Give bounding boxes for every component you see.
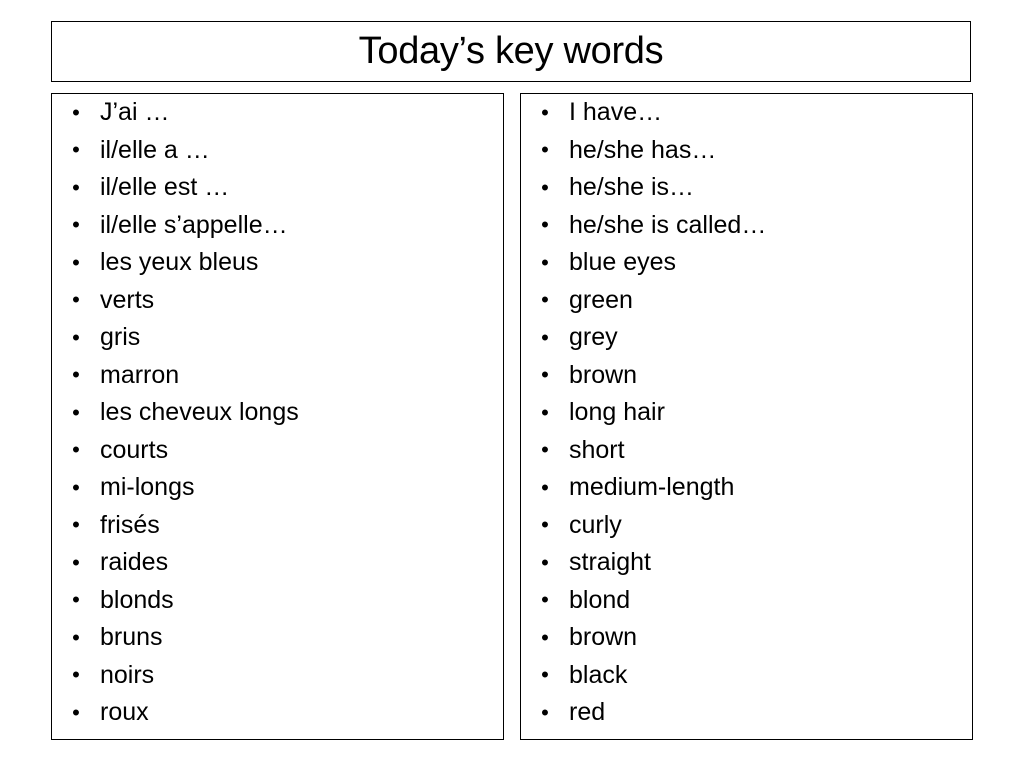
word-text: grey	[569, 323, 618, 352]
bullet-icon: •	[541, 287, 549, 313]
bullet-icon: •	[72, 287, 80, 313]
word-text: brown	[569, 360, 638, 389]
title-box	[51, 21, 971, 82]
list-item	[52, 694, 503, 732]
bullet-icon: •	[541, 662, 549, 688]
bullet-icon: •	[541, 437, 549, 463]
list-item	[52, 582, 503, 620]
bullet-icon: •	[541, 549, 549, 575]
bullet-icon: •	[72, 399, 80, 425]
word-text: green	[569, 285, 633, 314]
word-text: blond	[569, 585, 631, 614]
list-item	[521, 582, 972, 620]
word-text: mi-longs	[100, 473, 195, 502]
word-text: brown	[569, 623, 638, 652]
bullet-icon: •	[72, 324, 80, 350]
word-text: frisés	[100, 510, 160, 539]
word-text: les yeux bleus	[100, 248, 259, 277]
list-item	[52, 94, 503, 132]
bullet-icon: •	[72, 249, 80, 275]
bullet-icon: •	[72, 624, 80, 650]
bullet-icon: •	[72, 474, 80, 500]
word-text: black	[569, 660, 628, 689]
bullet-icon: •	[541, 99, 549, 125]
bullet-icon: •	[541, 512, 549, 538]
bullet-icon: •	[72, 174, 80, 200]
bullet-icon: •	[541, 624, 549, 650]
list-item	[52, 357, 503, 395]
list-item	[52, 319, 503, 357]
list-item	[52, 169, 503, 207]
bullet-icon: •	[541, 399, 549, 425]
list-item	[52, 207, 503, 245]
bullet-icon: •	[72, 137, 80, 163]
word-text: verts	[100, 285, 155, 314]
word-text: short	[569, 435, 625, 464]
list-item	[521, 657, 972, 695]
bullet-icon: •	[541, 362, 549, 388]
bullet-icon: •	[541, 587, 549, 613]
word-text: blonds	[100, 585, 174, 614]
bullet-icon: •	[541, 174, 549, 200]
word-text: medium-length	[569, 473, 735, 502]
bullet-icon: •	[72, 212, 80, 238]
list-item	[521, 282, 972, 320]
word-text: marron	[100, 360, 180, 389]
word-text: he/she is called…	[569, 210, 767, 239]
list-item	[521, 132, 972, 170]
list-item	[52, 619, 503, 657]
bullet-icon: •	[72, 549, 80, 575]
word-text: bruns	[100, 623, 163, 652]
french-words-box	[51, 93, 504, 740]
bullet-icon: •	[72, 99, 80, 125]
bullet-icon: •	[72, 587, 80, 613]
list-item	[521, 432, 972, 470]
word-text: les cheveux longs	[100, 398, 299, 427]
list-item	[521, 544, 972, 582]
list-item	[52, 432, 503, 470]
list-item	[521, 469, 972, 507]
bullet-icon: •	[72, 362, 80, 388]
list-item	[521, 244, 972, 282]
word-text: J’ai …	[100, 98, 170, 127]
word-text: roux	[100, 698, 149, 727]
list-item	[521, 694, 972, 732]
list-item	[52, 244, 503, 282]
list-item	[521, 94, 972, 132]
bullet-icon: •	[541, 474, 549, 500]
bullet-icon: •	[72, 662, 80, 688]
word-text: gris	[100, 323, 141, 352]
word-text: long hair	[569, 398, 665, 427]
bullet-icon: •	[541, 699, 549, 725]
list-item	[52, 132, 503, 170]
list-item	[52, 657, 503, 695]
list-item	[521, 394, 972, 432]
word-text: curly	[569, 510, 622, 539]
word-text: il/elle est …	[100, 173, 230, 202]
bullet-icon: •	[72, 437, 80, 463]
word-text: blue eyes	[569, 248, 677, 277]
bullet-icon: •	[72, 512, 80, 538]
english-words-box	[520, 93, 973, 740]
list-item	[52, 469, 503, 507]
word-text: courts	[100, 435, 169, 464]
list-item	[52, 507, 503, 545]
list-item	[52, 282, 503, 320]
english-word-list	[521, 94, 972, 732]
word-text: noirs	[100, 660, 155, 689]
word-text: I have…	[569, 98, 663, 127]
list-item	[521, 207, 972, 245]
list-item	[521, 507, 972, 545]
word-text: he/she has…	[569, 135, 717, 164]
french-word-list	[52, 94, 503, 732]
list-item	[521, 319, 972, 357]
list-item	[521, 619, 972, 657]
list-item	[52, 544, 503, 582]
bullet-icon: •	[541, 212, 549, 238]
word-text: straight	[569, 548, 651, 577]
list-item	[52, 394, 503, 432]
page-title: Today’s key words	[358, 29, 664, 72]
bullet-icon: •	[541, 324, 549, 350]
list-item	[521, 357, 972, 395]
word-text: il/elle s’appelle…	[100, 210, 288, 239]
word-text: he/she is…	[569, 173, 695, 202]
list-item	[521, 169, 972, 207]
word-text: red	[569, 698, 606, 727]
word-text: il/elle a …	[100, 135, 210, 164]
bullet-icon: •	[72, 699, 80, 725]
word-text: raides	[100, 548, 169, 577]
bullet-icon: •	[541, 137, 549, 163]
bullet-icon: •	[541, 249, 549, 275]
